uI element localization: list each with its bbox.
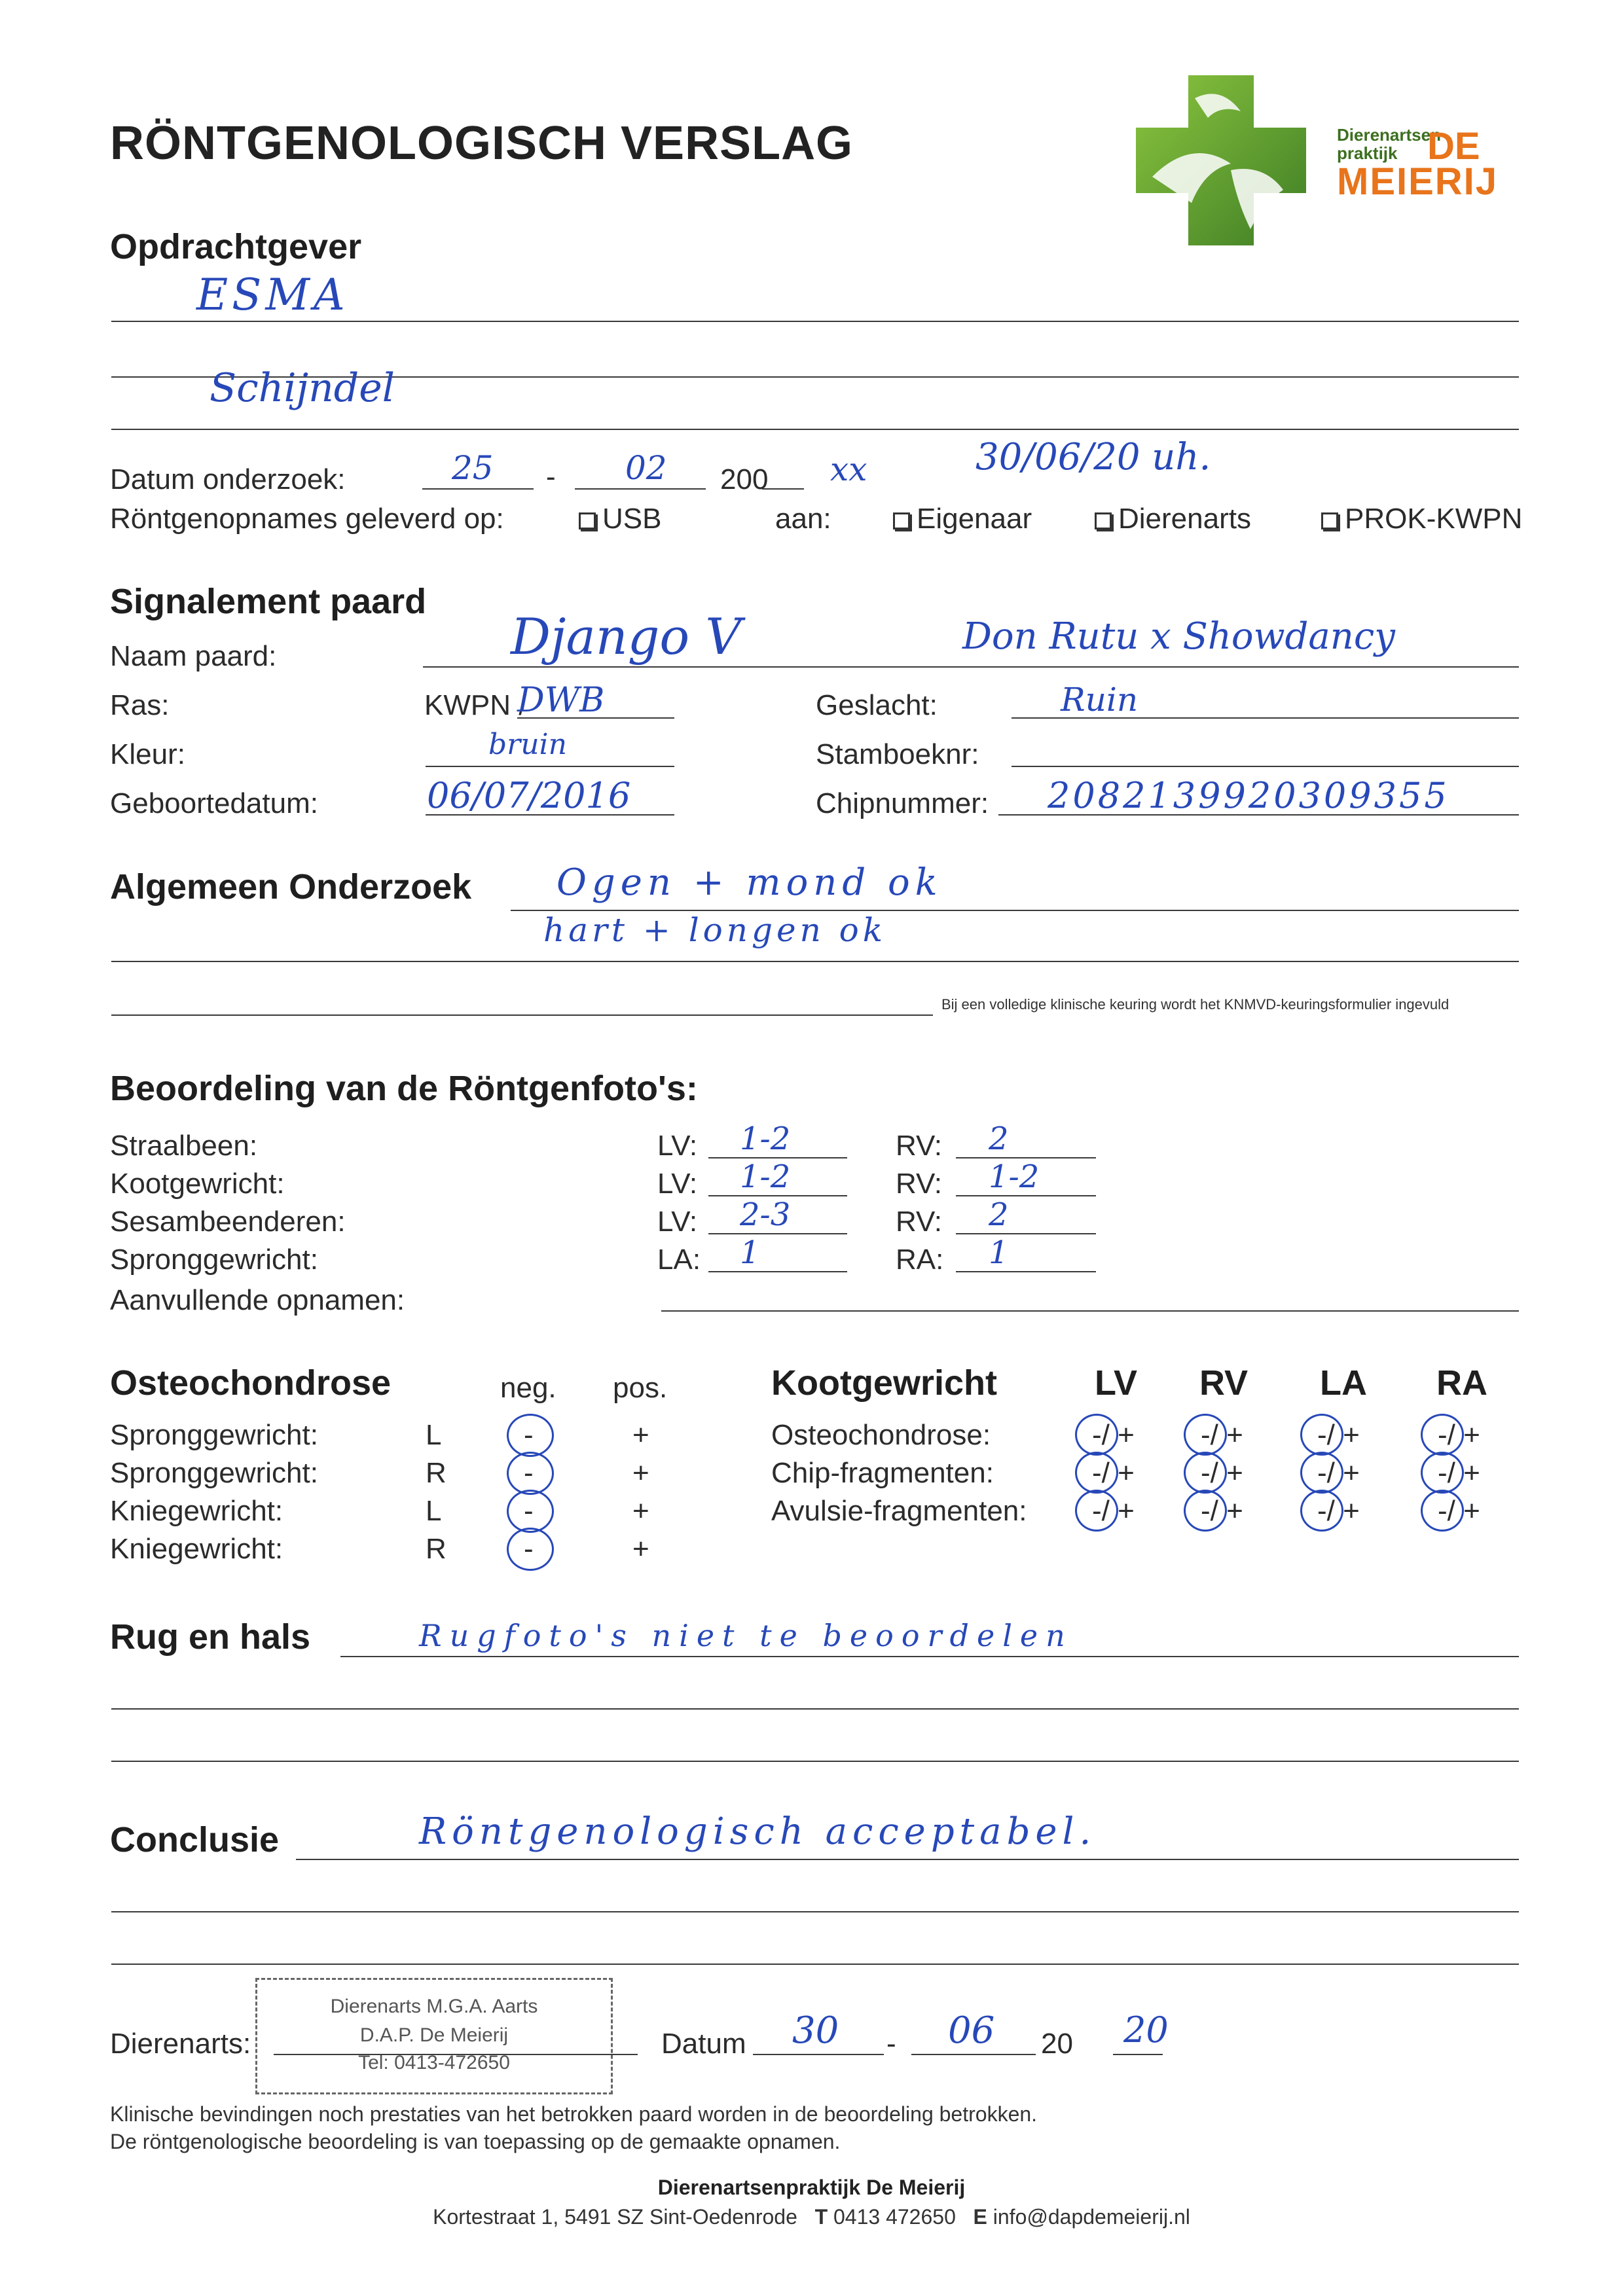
conclusie-text: Röntgenologisch acceptabel. — [419, 1810, 1097, 1853]
ras-value: DWB — [517, 681, 605, 720]
koot-neg-selected-circle — [1075, 1414, 1118, 1456]
stamp-line3: Tel: 0413-472650 — [358, 2052, 510, 2073]
ras-prefix: KWPN / — [424, 689, 527, 721]
logo-brand-de: DE — [1427, 125, 1480, 168]
stamp-line1: Dierenarts M.G.A. Aarts — [330, 1996, 538, 2017]
beoordeling-left-value: 1-2 — [740, 1158, 791, 1195]
osteo-neg-selected-circle — [507, 1490, 554, 1533]
geboorte-label: Geboortedatum: — [110, 787, 318, 819]
disclaimer-line2: De röntgenologische beoordeling is van toepassing op de gemaakte opnamen. — [110, 2130, 841, 2153]
osteo-neg-selected-circle — [507, 1414, 554, 1457]
chip-label: Chipnummer: — [816, 787, 989, 819]
checkbox-usb-box[interactable] — [579, 512, 596, 529]
geboorte-value: 06/07/2016 — [427, 775, 631, 816]
checkbox-dierenarts-label: Dierenarts — [1118, 503, 1251, 535]
footer-phone-label: T — [814, 2205, 828, 2229]
beoordeling-heading: Beoordeling van de Röntgenfoto's: — [110, 1069, 698, 1108]
osteo-row-label: Kniegewricht: — [110, 1495, 283, 1527]
koot-cell-option[interactable]: -/ + — [1438, 1495, 1480, 1527]
koot-cell-option[interactable]: -/ + — [1092, 1495, 1135, 1527]
koot-cell-option[interactable]: -/ + — [1201, 1495, 1243, 1527]
koot-neg-selected-circle — [1421, 1490, 1464, 1532]
koot-neg-selected-circle — [1075, 1490, 1118, 1532]
koot-cell-option[interactable]: -/ + — [1092, 1419, 1135, 1451]
osteo-pos-option[interactable]: + — [632, 1533, 649, 1565]
osteo-neg-option[interactable]: - — [524, 1533, 534, 1565]
checkbox-prok[interactable] — [1321, 503, 1522, 535]
osteo-neg-selected-circle — [507, 1528, 554, 1571]
koot-neg-selected-circle — [1184, 1414, 1227, 1456]
sign-day: 30 — [792, 2009, 839, 2052]
osteo-row-label: Spronggewricht: — [110, 1419, 318, 1451]
logo-text-line1: Dierenartsen — [1337, 125, 1441, 145]
osteo-neg-option[interactable]: - — [524, 1495, 534, 1527]
kleur-label: Kleur: — [110, 738, 185, 770]
stamboek-label: Stamboeknr: — [816, 738, 979, 770]
beoordeling-left-label: LV: — [657, 1168, 698, 1200]
koot-row-label: Avulsie-fragmenten: — [771, 1495, 1027, 1527]
footer-email-label: E — [973, 2205, 987, 2229]
osteo-row-side: R — [426, 1533, 447, 1565]
koot-col-header: RA — [1436, 1363, 1487, 1403]
chip-value: 2082139920309355 — [1048, 775, 1450, 816]
beoordeling-row-label: Sesambeenderen: — [110, 1206, 346, 1238]
opdrachtgever-city: Schijndel — [210, 365, 395, 411]
naam-label: Naam paard: — [110, 640, 277, 672]
koot-neg-selected-circle — [1421, 1414, 1464, 1456]
datum-onderzoek-label: Datum onderzoek: — [110, 463, 346, 495]
koot-heading: Kootgewricht — [771, 1363, 997, 1403]
checkbox-eigenaar-label: Eigenaar — [917, 503, 1032, 535]
koot-neg-selected-circle — [1184, 1490, 1227, 1532]
beoordeling-right-value: 1 — [989, 1234, 1009, 1271]
stamp-line2: D.A.P. De Meierij — [359, 2024, 509, 2046]
geslacht-label: Geslacht: — [816, 689, 938, 721]
footer-name: Dierenartsenpraktijk De Meierij — [657, 2176, 966, 2199]
osteo-neg-option[interactable]: - — [524, 1457, 534, 1489]
beoordeling-row-label: Straalbeen: — [110, 1130, 258, 1162]
koot-cell-option[interactable]: -/ + — [1092, 1457, 1135, 1489]
opdrachtgever-heading: Opdrachtgever — [110, 227, 362, 266]
beoordeling-left-label: LA: — [657, 1244, 701, 1276]
logo-text-line2: praktijk — [1337, 143, 1398, 163]
datum-onderzoek-note: xx — [830, 450, 867, 488]
geleverd-aan: aan: — [775, 503, 831, 535]
beoordeling-left-value: 1-2 — [740, 1121, 791, 1157]
rug-heading: Rug en hals — [110, 1617, 311, 1657]
checkbox-prok-box[interactable] — [1321, 512, 1338, 529]
datum-onderzoek-day: 25 — [452, 449, 494, 487]
osteo-pos-option[interactable]: + — [632, 1419, 649, 1451]
checkbox-usb[interactable] — [579, 503, 661, 535]
osteo-pos-option[interactable]: + — [632, 1457, 649, 1489]
footer-email[interactable]: info@dapdemeierij.nl — [993, 2205, 1190, 2229]
beoordeling-right-label: RV: — [896, 1168, 942, 1200]
document-title: RÖNTGENOLOGISCH VERSLAG — [110, 117, 854, 170]
koot-cell-option[interactable]: -/ + — [1201, 1457, 1243, 1489]
beoordeling-left-label: LV: — [657, 1130, 698, 1162]
clinic-logo — [1133, 72, 1525, 255]
beoordeling-row-label: Kootgewricht: — [110, 1168, 285, 1200]
checkbox-eigenaar-box[interactable] — [893, 512, 910, 529]
sign-month: 06 — [948, 2009, 995, 2052]
veterinarian-stamp — [255, 1978, 613, 2094]
koot-col-header: LA — [1320, 1363, 1367, 1403]
datum-onderzoek-year-prefix: 200 — [720, 463, 769, 495]
osteo-neg-option[interactable]: - — [524, 1419, 534, 1451]
osteo-pos-option[interactable]: + — [632, 1495, 649, 1527]
disclaimer-line1: Klinische bevindingen noch prestaties van het betrokken paard worden in de beoordeling betrokken. — [110, 2102, 1038, 2126]
koot-cell-option[interactable]: -/ + — [1201, 1419, 1243, 1451]
osteo-heading: Osteochondrose — [110, 1363, 392, 1403]
naam-paard: Django V — [511, 607, 742, 666]
kleur-value: bruin — [488, 728, 567, 761]
beoordeling-right-label: RV: — [896, 1130, 942, 1162]
koot-neg-selected-circle — [1300, 1452, 1343, 1494]
osteo-row-side: R — [426, 1457, 447, 1489]
koot-cell-option[interactable]: -/ + — [1438, 1419, 1480, 1451]
osteo-neg-header: neg. — [500, 1372, 556, 1404]
koot-col-header: RV — [1199, 1363, 1249, 1403]
checkbox-dierenarts[interactable] — [1095, 503, 1251, 535]
checkbox-dierenarts-box[interactable] — [1095, 512, 1112, 529]
checkbox-eigenaar[interactable] — [893, 503, 1032, 535]
datum-onderzoek-month: 02 — [625, 449, 667, 487]
koot-neg-selected-circle — [1300, 1414, 1343, 1456]
algemeen-line2: hart + longen ok — [543, 911, 887, 949]
koot-col-header: LV — [1095, 1363, 1137, 1403]
beoordeling-row-label: Spronggewricht: — [110, 1244, 318, 1276]
rug-text: Rugfoto's niet te beoordelen — [419, 1618, 1073, 1653]
cross-animals-icon — [1133, 72, 1309, 249]
geslacht-value: Ruin — [1061, 681, 1139, 719]
koot-neg-selected-circle — [1300, 1490, 1343, 1532]
koot-neg-selected-circle — [1075, 1452, 1118, 1494]
beoordeling-left-value: 1 — [740, 1234, 760, 1271]
koot-cell-option[interactable]: -/ + — [1438, 1457, 1480, 1489]
koot-cell-option[interactable]: -/ + — [1317, 1419, 1360, 1451]
ras-label: Ras: — [110, 689, 170, 721]
beoordeling-right-label: RA: — [896, 1244, 944, 1276]
afstamming: Don Rutu x Showdancy — [962, 615, 1395, 658]
osteo-row-side: L — [426, 1419, 442, 1451]
osteo-row-label: Kniegewricht: — [110, 1533, 283, 1565]
logo-brand-meierij: MEIERIJ — [1337, 160, 1499, 203]
algemeen-note: Bij een volledige klinische keuring wordt het KNMVD-keuringsformulier ingevuld — [941, 996, 1450, 1013]
osteo-neg-selected-circle — [507, 1452, 554, 1495]
osteo-pos-header: pos. — [613, 1372, 668, 1404]
beoordeling-right-value: 2 — [989, 1121, 1009, 1157]
datum-onderzoek-extra: 30/06/20 uh. — [976, 436, 1211, 478]
footer — [0, 2176, 1623, 2229]
aanvullend-label: Aanvullende opnamen: — [110, 1284, 405, 1316]
sign-year-prefix: 20 — [1041, 2028, 1073, 2060]
opdrachtgever-name: ESMA — [196, 270, 349, 320]
koot-cell-option[interactable]: -/ + — [1317, 1457, 1360, 1489]
koot-neg-selected-circle — [1184, 1452, 1227, 1494]
sign-year: 20 — [1123, 2009, 1169, 2051]
beoordeling-left-value: 2-3 — [740, 1196, 791, 1233]
koot-row-label: Chip-fragmenten: — [771, 1457, 994, 1489]
footer-address: Kortestraat 1, 5491 SZ Sint-Oedenrode — [433, 2205, 797, 2229]
beoordeling-left-label: LV: — [657, 1206, 698, 1238]
conclusie-heading: Conclusie — [110, 1820, 280, 1859]
algemeen-heading: Algemeen Onderzoek — [110, 867, 472, 906]
beoordeling-right-label: RV: — [896, 1206, 942, 1238]
geleverd-label: Röntgenopnames geleverd op: — [110, 503, 504, 535]
signalement-heading: Signalement paard — [110, 582, 427, 621]
checkbox-usb-label: USB — [602, 503, 662, 535]
koot-cell-option[interactable]: -/ + — [1317, 1495, 1360, 1527]
koot-neg-selected-circle — [1421, 1452, 1464, 1494]
algemeen-line1: Ogen + mond ok — [556, 861, 943, 904]
datum-label: Datum — [661, 2028, 746, 2060]
koot-row-label: Osteochondrose: — [771, 1419, 991, 1451]
checkbox-prok-label: PROK-KWPN — [1345, 503, 1523, 535]
beoordeling-right-value: 1-2 — [989, 1158, 1040, 1195]
osteo-row-side: L — [426, 1495, 442, 1527]
footer-phone: 0413 472650 — [833, 2205, 956, 2229]
osteo-row-label: Spronggewricht: — [110, 1457, 318, 1489]
beoordeling-right-value: 2 — [989, 1196, 1009, 1233]
dierenarts-label: Dierenarts: — [110, 2028, 251, 2060]
